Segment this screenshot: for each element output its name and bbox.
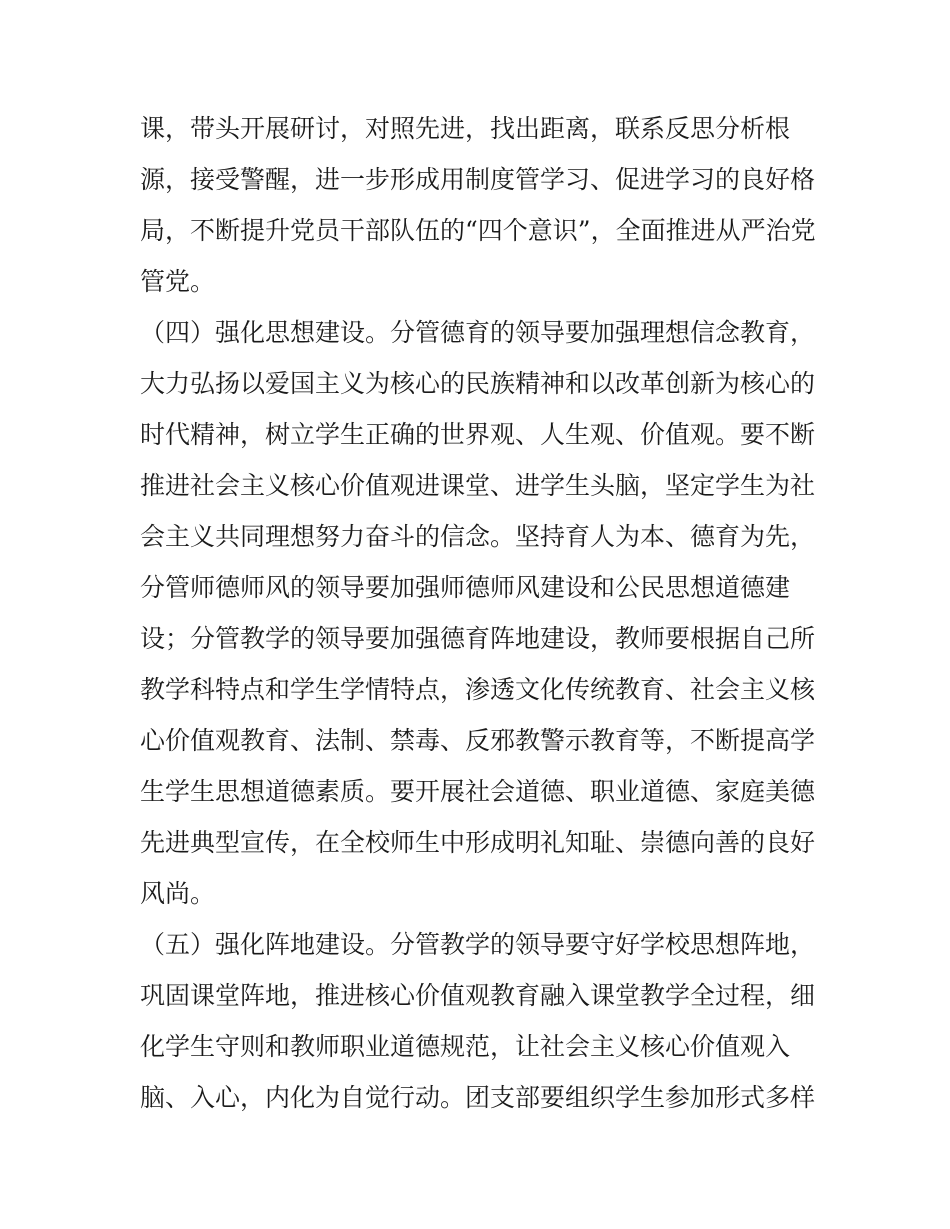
text-line: 化学生守则和教师职业道德规范，让社会主义核心价值观入 (140, 1032, 791, 1061)
text-line: 生学生思想道德素质。要开展社会道德、职业道德、家庭美德 (140, 777, 816, 806)
text-line: 设；分管教学的领导要加强德育阵地建设，教师要根据自己所 (140, 624, 816, 653)
section-heading-line: （五）强化阵地建设。分管教学的领导要守好学校思想阵地， (140, 930, 816, 959)
text-line: 先进典型宣传，在全校师生中形成明礼知耻、崇德向善的良好 (140, 828, 816, 857)
text-line: 风尚。 (140, 879, 216, 908)
text-line: 课，带头开展研讨，对照先进，找出距离，联系反思分析根 (140, 114, 791, 143)
text-line: 推进社会主义核心价值观进课堂、进学生头脑，坚定学生为社 (140, 471, 816, 500)
section-heading-line: （四）强化思想建设。分管德育的领导要加强理想信念教育， (140, 318, 816, 347)
text-line: 巩固课堂阵地，推进核心价值观教育融入课堂教学全过程，细 (140, 981, 816, 1010)
text-line: 源，接受警醒，进一步形成用制度管学习、促进学习的良好格 (140, 165, 816, 194)
text-line: 时代精神，树立学生正确的世界观、人生观、价值观。要不断 (140, 420, 816, 449)
text-line: 会主义共同理想努力奋斗的信念。坚持育人为本、德育为先， (140, 522, 816, 551)
text-line: 大力弘扬以爱国主义为核心的民族精神和以改革创新为核心的 (140, 369, 816, 398)
text-line: 心价值观教育、法制、禁毒、反邪教警示教育等，不断提高学 (140, 726, 816, 755)
text-line: 教学科特点和学生学情特点，渗透文化传统教育、社会主义核 (140, 675, 816, 704)
text-line: 管党。 (140, 267, 216, 296)
text-line: 分管师德师风的领导要加强师德师风建设和公民思想道德建 (140, 573, 791, 602)
text-line: 局，不断提升党员干部队伍的“四个意识”，全面推进从严治党 (140, 216, 816, 245)
text-line: 脑、入心，内化为自觉行动。团支部要组织学生参加形式多样 (140, 1083, 816, 1112)
